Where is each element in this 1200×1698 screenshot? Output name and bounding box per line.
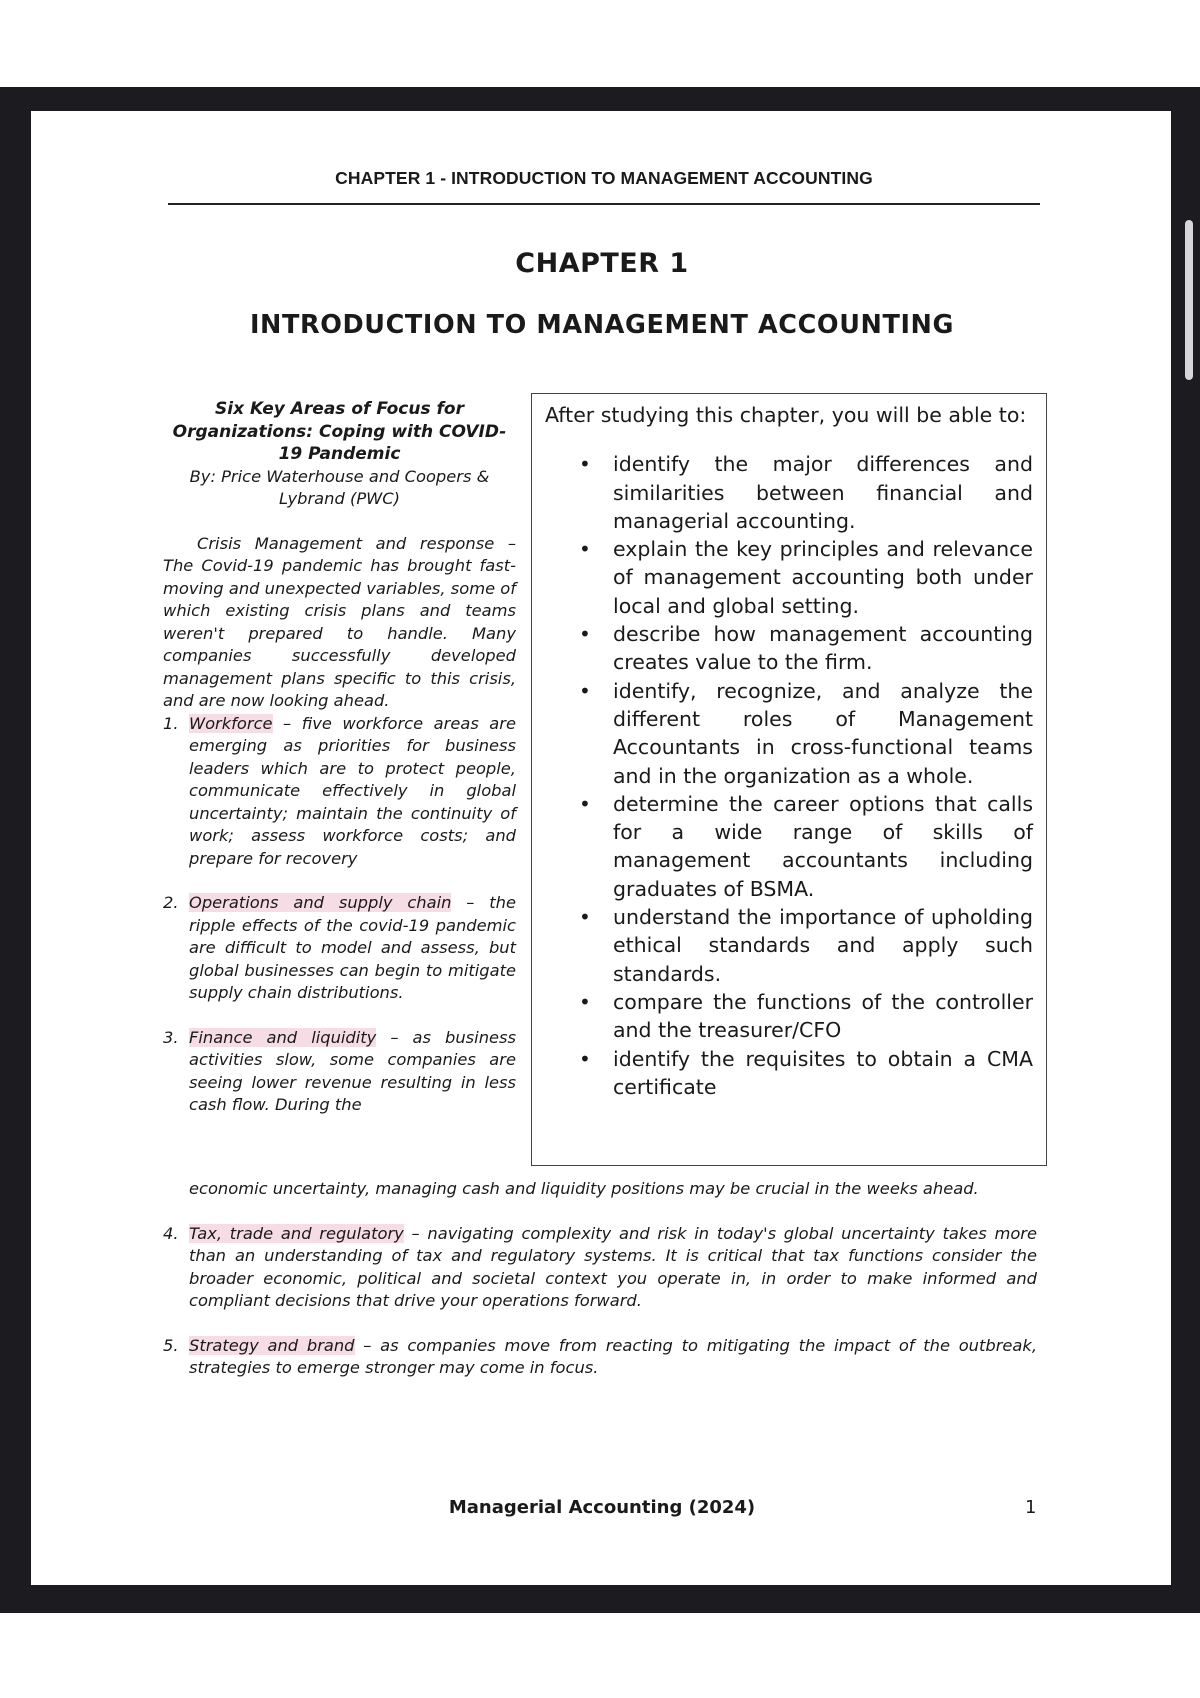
bullet-icon: • — [579, 989, 591, 1014]
objective-item: • understand the importance of upholding ethical standards and apply such standards. — [545, 903, 1033, 988]
chapter-title: INTRODUCTION TO MANAGEMENT ACCOUNTING — [249, 310, 955, 340]
bullet-icon: • — [579, 537, 591, 562]
item-label: Finance and liquidity — [189, 1027, 377, 1047]
chapter-number: CHAPTER 1 — [515, 248, 689, 279]
objective-item: • identify the requisites to obtain a CMA certificate — [545, 1045, 1033, 1102]
bullet-icon: • — [579, 678, 591, 703]
item-number: 3. — [163, 1027, 179, 1047]
focus-area-item — [163, 1335, 1037, 1380]
bullet-icon: • — [579, 905, 591, 930]
item-label: Strategy and brand — [189, 1335, 355, 1355]
learning-objectives-box — [531, 393, 1047, 1166]
item-text: – navigating complexity and risk in today's global uncertainty takes more than an understanding of tax and regulatory systems. It is critical that tax functions consider the broader economic, political and societal context you operate in, in order to make informed and compliant decisions that drive your operations forward. — [189, 1223, 1037, 1310]
item-text: – the ripple effects of the covid-19 pandemic are difficult to model and assess, but global businesses can begin to mitigate supply chain distributions. — [189, 893, 516, 1002]
objective-item: • determine the career options that calls for a wide range of skills of management accountants including graduates of BSMA. — [545, 790, 1033, 903]
focus-area-item — [163, 713, 516, 871]
objective-item: • describe how management accounting creates value to the firm. — [545, 620, 1033, 677]
header-rule — [168, 203, 1040, 205]
objectives-list — [545, 450, 1033, 1101]
bullet-icon: • — [579, 622, 591, 647]
item-text: – as companies move from reacting to mitigating the impact of the outbreak, strategies to emerge stronger may come in focus. — [189, 1335, 1038, 1377]
objective-item: • explain the key principles and relevance of management accounting both under local and global setting. — [545, 535, 1033, 620]
bullet-icon: • — [579, 452, 591, 477]
item-label: Workforce — [189, 713, 273, 733]
focus-area-item — [163, 892, 516, 1005]
focus-area-item — [163, 1223, 1037, 1313]
item-text: – five workforce areas are emerging as priorities for business leaders which are to protect people, communicate effectively in global uncertainty; maintain the continuity of work; assess workforce costs; and prepare for recovery — [189, 713, 516, 868]
page-number: 1 — [1025, 1497, 1037, 1518]
objective-item: • identify the major differences and similarities between financial and managerial accounting. — [545, 450, 1033, 535]
item-number: 2. — [163, 893, 179, 912]
item-number: 4. — [163, 1223, 179, 1243]
item-text: – as business activities slow, some companies are seeing lower revenue resulting in less cash flow. During the — [189, 1027, 516, 1114]
objective-item: • compare the functions of the controller and the treasurer/CFO — [545, 988, 1033, 1045]
objective-item: • identify, recognize, and analyze the different roles of Management Accountants in cross-functional teams and in the organization as a whole. — [545, 677, 1033, 790]
item-number: 1. — [163, 713, 179, 733]
sidebar-author: By: Price Waterhouse and Coopers & Lybrand (PWC) — [189, 466, 490, 508]
footer-title: Managerial Accounting (2024) — [448, 1497, 756, 1518]
objectives-intro: After studying this chapter, you will be able to: — [545, 403, 1027, 427]
bullet-icon: • — [579, 1046, 591, 1071]
item-label: Tax, trade and regulatory — [189, 1223, 404, 1243]
focus-area-item — [163, 1027, 516, 1117]
sidebar-title: Six Key Areas of Focus for Organizations: Coping with COVID-19 Pandemic — [172, 399, 507, 464]
bullet-icon: • — [579, 791, 591, 816]
item-number: 5. — [163, 1335, 179, 1355]
scrollbar-thumb[interactable] — [1185, 220, 1193, 380]
running-header: CHAPTER 1 - INTRODUCTION TO MANAGEMENT ACCOUNTING — [335, 168, 873, 188]
item-label: Operations and supply chain — [189, 893, 452, 912]
item-continuation: economic uncertainty, managing cash and liquidity positions may be crucial in the weeks ahead. — [189, 1179, 979, 1198]
focus-areas-continued — [163, 1178, 1037, 1380]
sidebar-intro: Crisis Management and response – The Covid-19 pandemic has brought fast-moving and unexpected variables, some of which existing crisis plans and teams weren't prepared to handle. Many companies successfully developed management plans specific to this crisis, and are now looking ahead. — [163, 533, 516, 710]
sidebar-column — [163, 398, 516, 1117]
